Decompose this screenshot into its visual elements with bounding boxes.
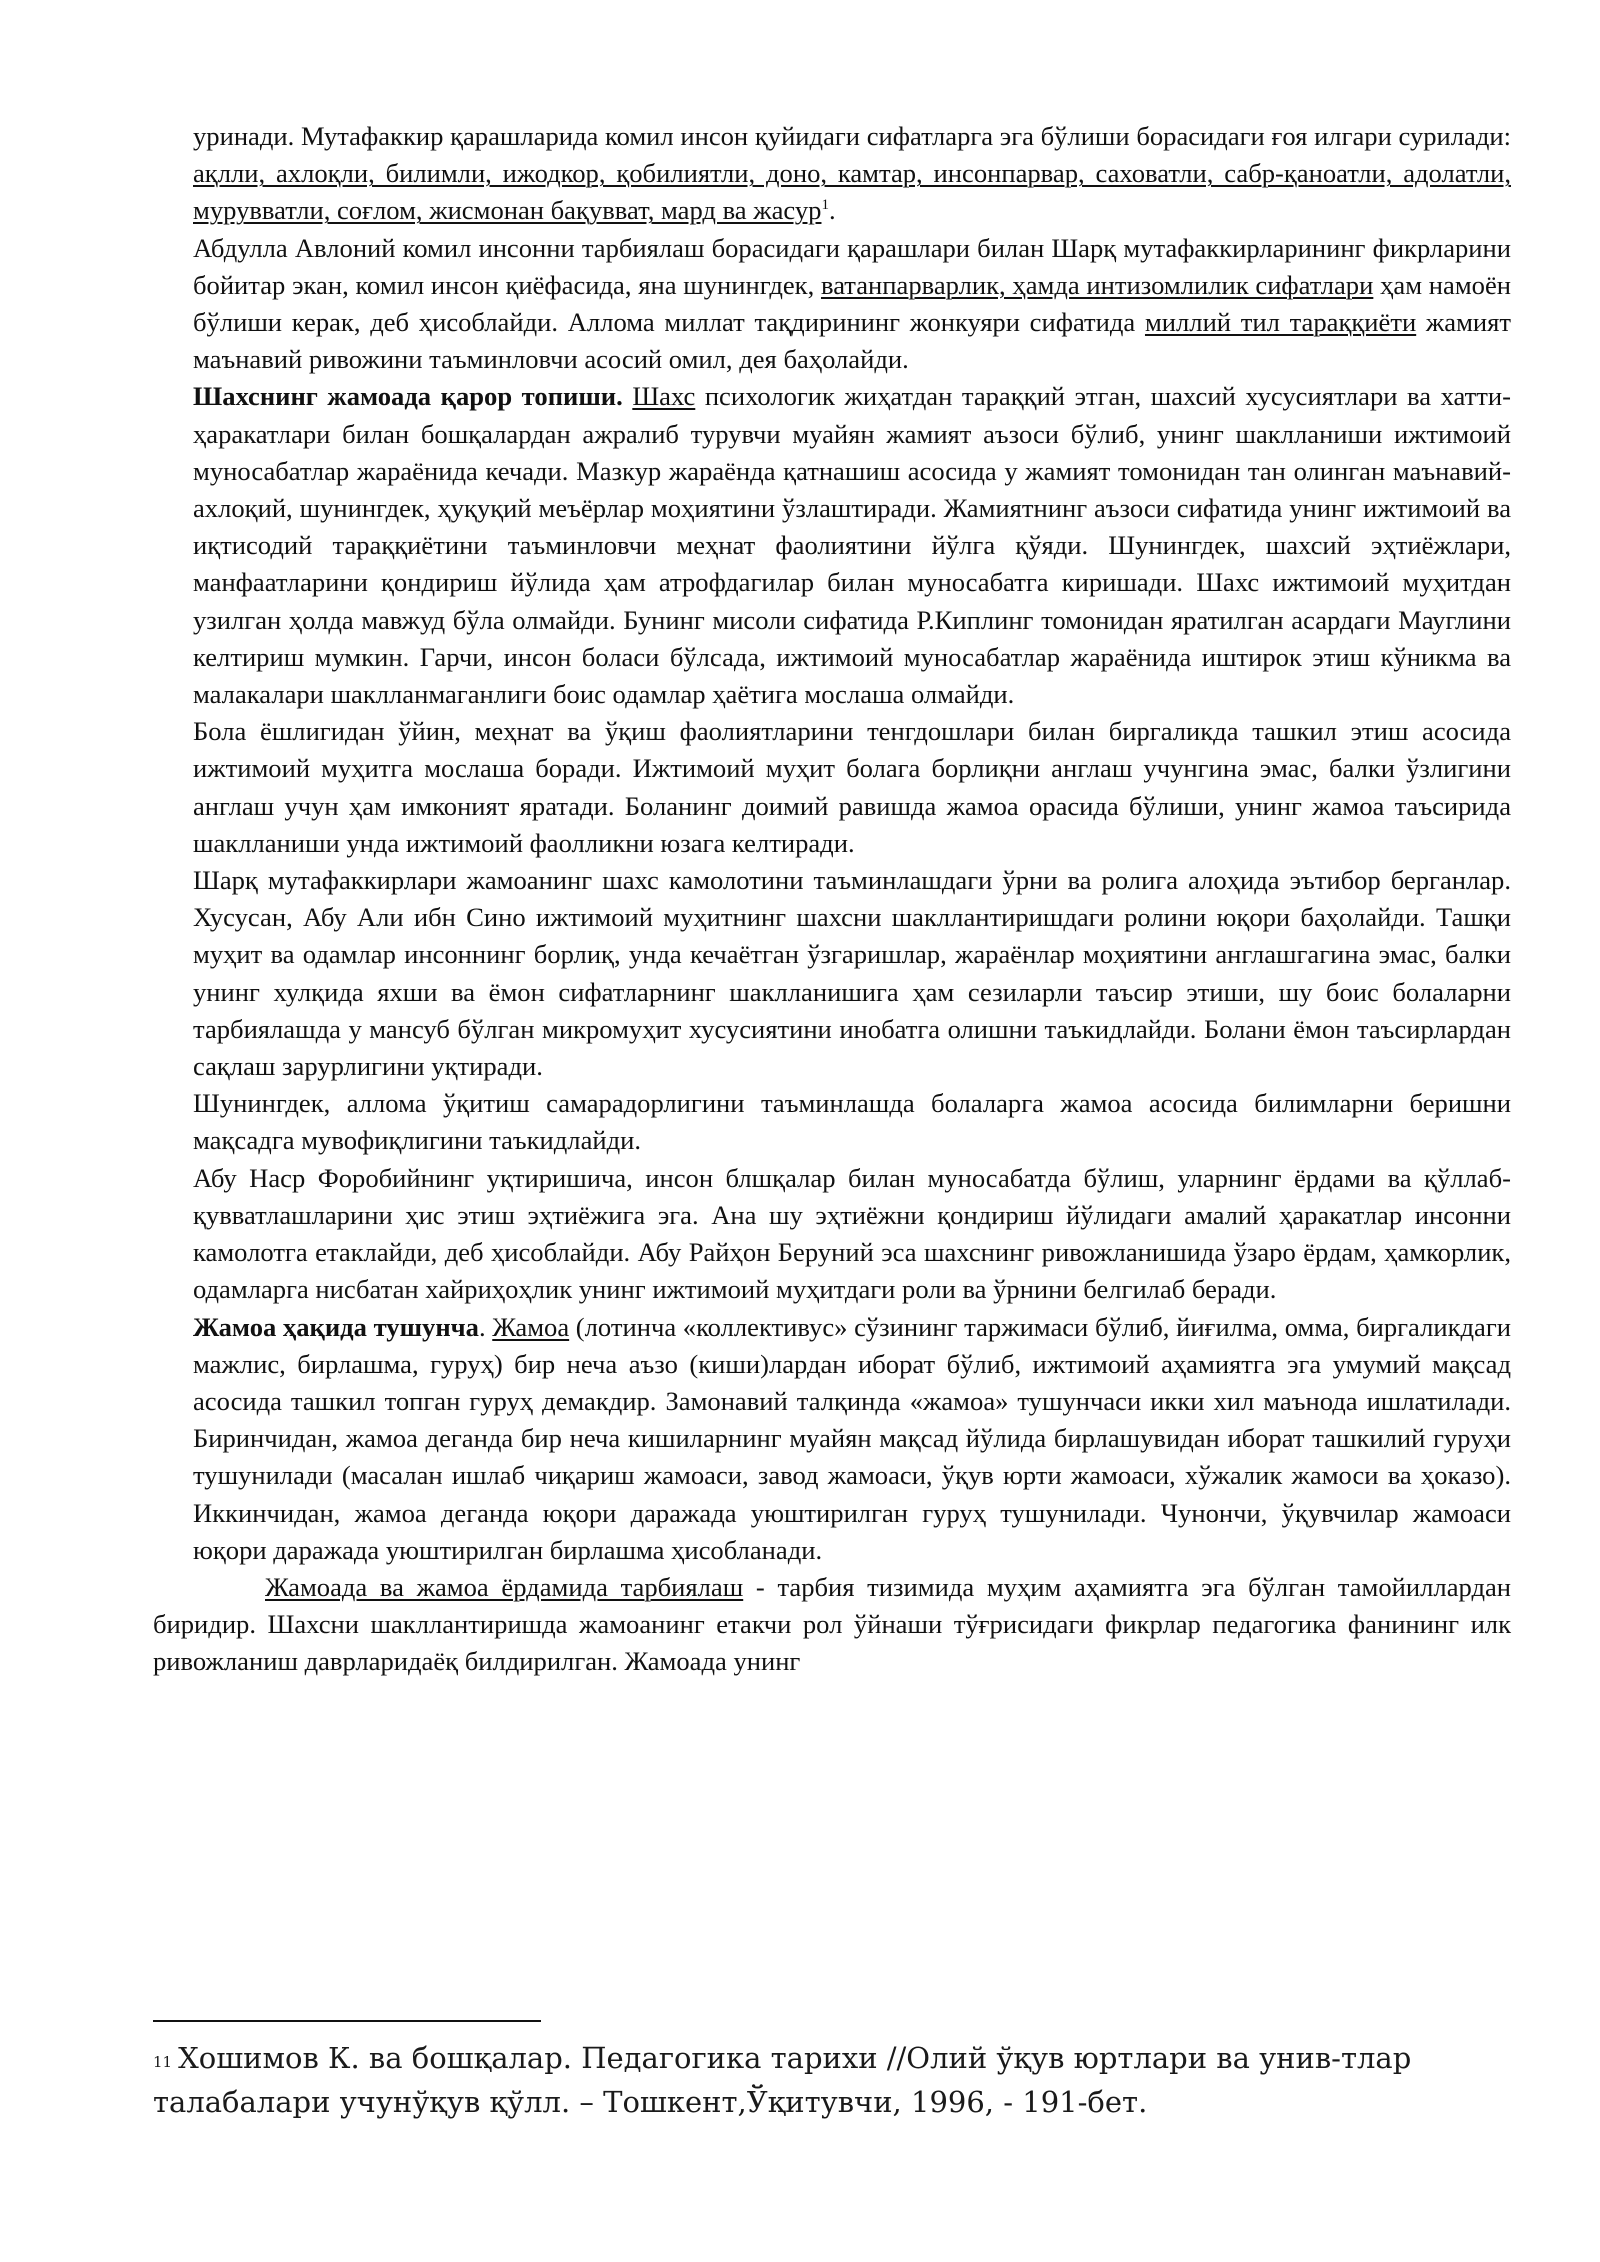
paragraph-7: Абу Наср Форобийнинг уқтиришича, инсон блшқалар билан муносабатда бўлиш, уларнинг ёрдами ва қўллаб-қувватлашларини ҳис этиш эҳтиёжига эга. Ана шу эҳтиёжни қондириш йўлидаги амалий ҳаракатлар инсонни камолотга етаклайди, деб ҳисоблайди. Абу Райҳон Беруний эса шахснинг ривожланишида ўзаро ёрдам, ҳамкорлик, одамларга нисбатан хайриҳоҳлик унинг ижтимоий муҳитдаги роли ва ўрнини белгилаб беради.: [193, 1162, 1511, 1305]
paragraph-5: Шарқ мутафаккирлари жамоанинг шахс камолотини таъминлашдаги ўрни ва ролига алоҳида эътибор берганлар. Хусусан, Абу Али ибн Сино ижтимоий муҳитнинг шахсни шакллантиришдаги ролини юқори баҳолайди. Ташқи муҳит ва одамлар инсоннинг борлиқ, унда кечаётган ўзгаришлар, жараёнлар моҳиятини англашгагина эмас, балки унинг хулқида яхши ва ёмон сифатларнинг шаклланишига ҳам сезиларли таъсир этиши, шу боис болаларни тарбиялашда у мансуб бўлган микромуҳит хусусиятини инобатга олишни таъкидлайди. Болани ёмон таъсирлардан сақлаш зарурлигини уқтиради.: [193, 865, 1511, 1082]
body-text: [153, 118, 1512, 1681]
paragraph-2: [193, 230, 1511, 379]
term-personality-underlined: Шахс: [632, 381, 696, 412]
paragraph-3: [193, 378, 1511, 713]
qualities-list-underlined: ақлли, ахлоқли, билимли, ижодкор, қобилиятли, доно, камтар, инсонпарвар, саховатли, сабр-қаноатли, адолатли, мурувватли, соғлом, жисмонан бақувват, мард ва жасур: [193, 158, 1511, 226]
footnote-text: Хошимов К. ва бошқалар. Педагогика тарихи //Олий ўқув юртлари ва унив-тлар талабалари учунўқув қўлл. – Тошкент,Ўқитувчи, 1996, - 191-бет.: [153, 2041, 1412, 2119]
national-language-underlined: миллий тил тараққиёти: [1144, 307, 1417, 338]
paragraph-2-text: Абдулла Авлоний комил инсонни тарбиялаш борасидаги қарашлари билан Шарқ мутафаккирларининг фикрларини бойитар экан, комил инсон қиёфасида, яна шунингдек,: [193, 232, 1511, 300]
paragraph-3-text: психологик жиҳатдан тараққий этган, шахсий хусусиятлари ва хатти-ҳаракатлари билан бошқалардан ажралиб турувчи муайян жамият аъзоси бўлиб, унинг шаклланиши ижтимоий муносабатлар жараёнида кечади. Мазкур жараёнда қатнашиш асосида у жамият томонидан тан олинган маънавий-ахлоқий, шунингдек, ҳуқуқий меъёрлар моҳиятини ўзлаштиради. Жамиятнинг аъзоси сифатида унинг ижтимоий ва иқтисодий тараққиётини таъминловчи меҳнат фаолиятини йўлга қўяди. Шунингдек, шахсий эҳтиёжлари, манфаатларини қондириш йўлида ҳам атрофдагилар билан муносабатга киришади. Шахс ижтимоий муҳитдан узилган ҳолда мавжуд бўла олмайди. Бунинг мисоли сифатида Р.Киплинг томонидан яратилган асардаги Мауглини келтириш мумкин. Гарчи, инсон боласи бўлсада, ижтимоий муносабатлар жараёнида иштирок этиш кўникма ва малакалари шаклланмаганлиги боис одамлар ҳаётига мослаша олмайди.: [193, 381, 1511, 710]
footnote: [153, 2036, 1513, 2124]
paragraph-9-text: - тарбия тизимида муҳим аҳамиятга эга бўлган тамойиллардан биридир. Шахсни шакллантиришда жамоанинг етакчи рол ўйнаши тўғрисидаги фикрлар педагогика фанининг илк ривожланиш даврларидаёқ билдирилган. Жамоада унинг: [153, 1571, 1512, 1677]
paragraph-1: [193, 118, 1511, 230]
footnote-reference[interactable]: 1: [821, 197, 829, 214]
paragraph-2-mid: ҳам намоён бўлиши керак, деб ҳисоблайди. Аллома миллат тақдирининг жонкуяри сифатида: [193, 269, 1511, 338]
footnote-separator: [153, 2020, 541, 2022]
paragraph-1-text: уринади. Мутафаккир қарашларида комил инсон қуйидаги сифатларга эга бўлиши борасидаги ғоя илгари сурилади:: [193, 121, 1511, 151]
spacer: [623, 381, 633, 411]
footnote-number: 11: [153, 2053, 173, 2071]
collective-upbringing-underlined: Жамоада ва жамоа ёрдамида тарбиялаш: [265, 1571, 744, 1602]
section-heading-collective: Жамоа ҳақида тушунча: [193, 1311, 479, 1342]
paragraph-2-end: жамият маънавий ривожини таъминловчи асосий омил, дея баҳолайди.: [193, 307, 1511, 375]
paragraph-8-text: (лотинча «коллективус» сўзининг таржимаси бўлиб, йиғилма, омма, биргаликдаги мажлис, бирлашма, гуруҳ) бир неча аъзо (киши)лардан иборат бўлиб, ижтимоий аҳамиятга эга умумий мақсад асосида ташкил топган гуруҳ демакдир. Замонавий талқинда «жамоа» тушунчаси икки хил маънода ишлатилади. Биринчидан, жамоа деганда бир неча кишиларнинг муайян мақсад йўлида бирлашувидан иборат ташкилий гуруҳи тушунилади (масалан ишлаб чиқариш жамоаси, завод жамоаси, ўқув юрти жамоаси, хўжалик жамоси ва ҳоказо). Иккинчидан, жамоа деганда юқори даражада уюштирилган гуруҳ тушунилади. Чунончи, ўқувчилар жамоаси юқори даражада уюштирилган бирлашма ҳисобланади.: [193, 1311, 1511, 1565]
paragraph-8: [193, 1309, 1511, 1569]
paragraph-4: Бола ёшлигидан ўйин, меҳнат ва ўқиш фаолиятларини тенгдошлари билан биргаликда ташкил этиш асосида ижтимоий муҳитга мослаша боради. Ижтимоий муҳит болага борлиқни англаш учунгина эмас, балки ўзлигини англаш учун ҳам имконият яратади. Боланинг доимий равишда жамоа орасида бўлиши, унинг жамоа таъсирида шаклланиши унда ижтимоий фаолликни юзага келтиради.: [193, 716, 1511, 858]
paragraph-1-end: .: [828, 195, 836, 226]
section-heading-personality: Шахснинг жамоада қарор топиши.: [193, 381, 623, 412]
paragraph-9: [153, 1569, 1511, 1681]
paragraph-6: Шунингдек, аллома ўқитиш самарадорлигини таъминлашда болаларга жамоа асосида билимларни беришни мақсадга мувофиқлигини таъкидлайди.: [193, 1088, 1511, 1156]
term-collective-underlined: Жамоа: [492, 1311, 570, 1342]
patriotism-underlined: ватанпарварлик, ҳамда интизомлилик сифатлари: [820, 269, 1374, 300]
heading-dot: .: [478, 1311, 493, 1342]
